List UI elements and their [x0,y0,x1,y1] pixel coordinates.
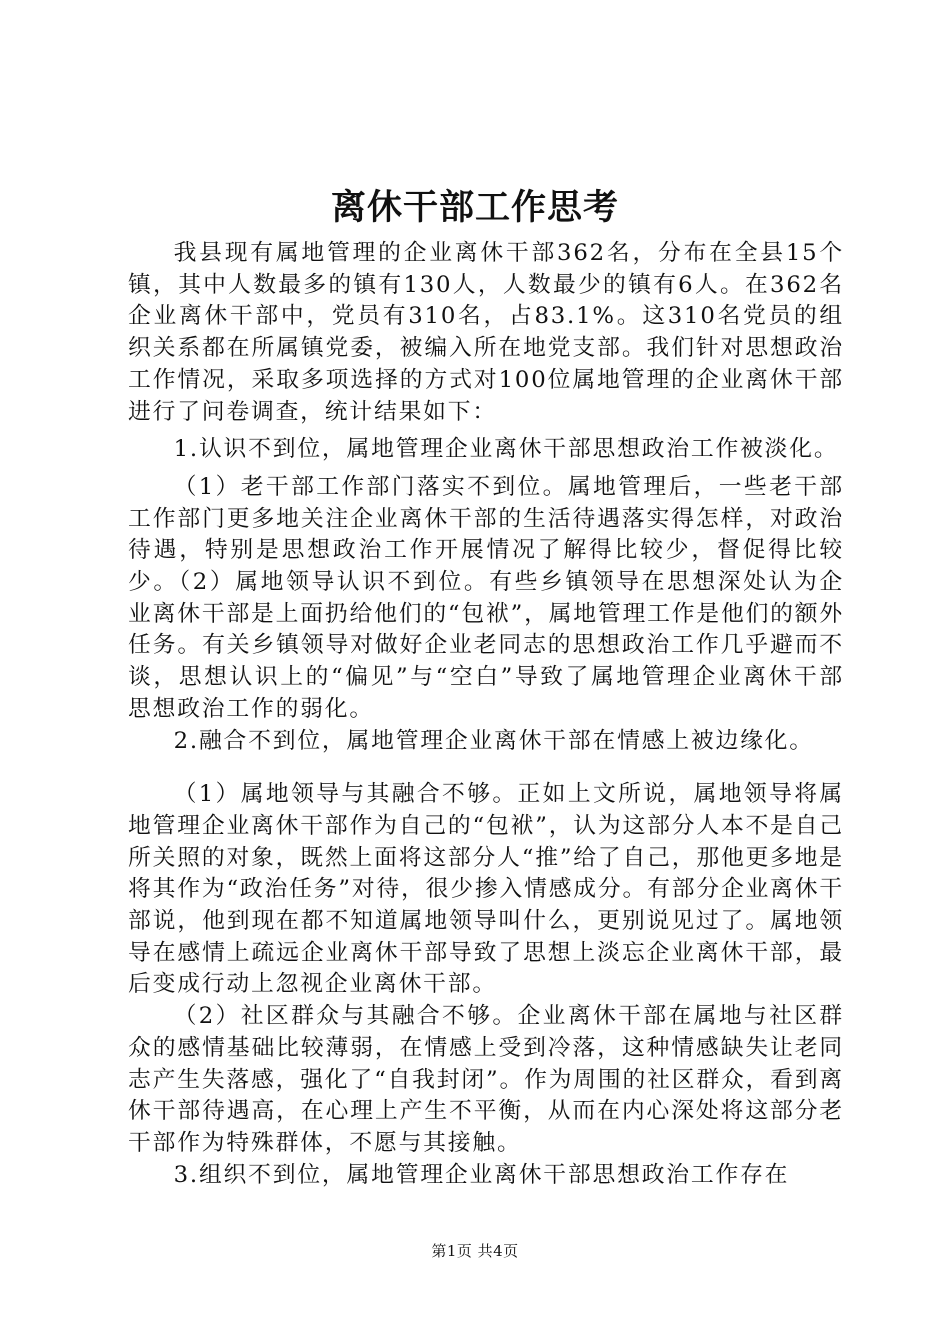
paragraph-section-2-item-2: （2）社区群众与其融合不够。企业离休干部在属地与社区群众的感情基础比较薄弱，在情感上受到冷落，这种情感缺失让老同志产生失落感，强化了“自我封闭”。作为周围的社区群众，看到离休干部待遇高，在心理上产生不平衡，从而在内心深处将这部分老干部作为特殊群体，不愿与其接触。 [128,1003,844,1156]
document-body [128,238,844,1191]
page-footer: 第1页 共4页 [431,1242,519,1260]
paragraph-section-1-detail: （1）老干部工作部门落实不到位。属地管理后，一些老干部工作部门更多地关注企业离休干部的生活待遇落实得怎样，对政治待遇，特别是思想政治工作开展情况了解得比较少，督促得比较少。（2）属地领导认识不到位。有些乡镇领导在思想深处认为企业离休干部是上面扔给他们的“包袱”，属地管理工作是他们的额外任务。有关乡镇领导对做好企业老同志的思想政治工作几乎避而不谈，思想认识上的“偏见”与“空白”导致了属地管理企业离休干部思想政治工作的弱化。 [128,473,844,722]
section-heading-2: 2.融合不到位，属地管理企业离休干部在情感上被边缘化。 [173,727,814,754]
paragraph-section-2-item-1: （1）属地领导与其融合不够。正如上文所说，属地领导将属地管理企业离休干部作为自己的“包袱”，认为这部分人本不是自己所关照的对象，既然上面将这部分人“推”给了自己，那他更多地是将其作为“政治任务”对待，很少掺入情感成分。有部分企业离休干部说，他到现在都不知道属地领导叫什么，更别说见过了。属地领导在感情上疏远企业离休干部导致了思想上淡忘企业离休干部，最后变成行动上忽视企业离休干部。 [128,781,844,998]
document-title: 离休干部工作思考 [330,187,619,228]
section-heading-3: 3.组织不到位，属地管理企业离休干部思想政治工作存在 [173,1161,790,1188]
section-heading-1: 1.认识不到位，属地管理企业离休干部思想政治工作被淡化。 [173,436,839,463]
paragraph-intro: 我县现有属地管理的企业离休干部362名，分布在全县15个镇，其中人数最多的镇有130人，人数最少的镇有6人。在362名企业离休干部中，党员有310名，占83.1%。这310名党员的组织关系都在所属镇党委，被编入所在地党支部。我们针对思想政治工作情况，采取多项选择的方式对100位属地管理的企业离休干部进行了问卷调查，统计结果如下： [128,240,844,425]
